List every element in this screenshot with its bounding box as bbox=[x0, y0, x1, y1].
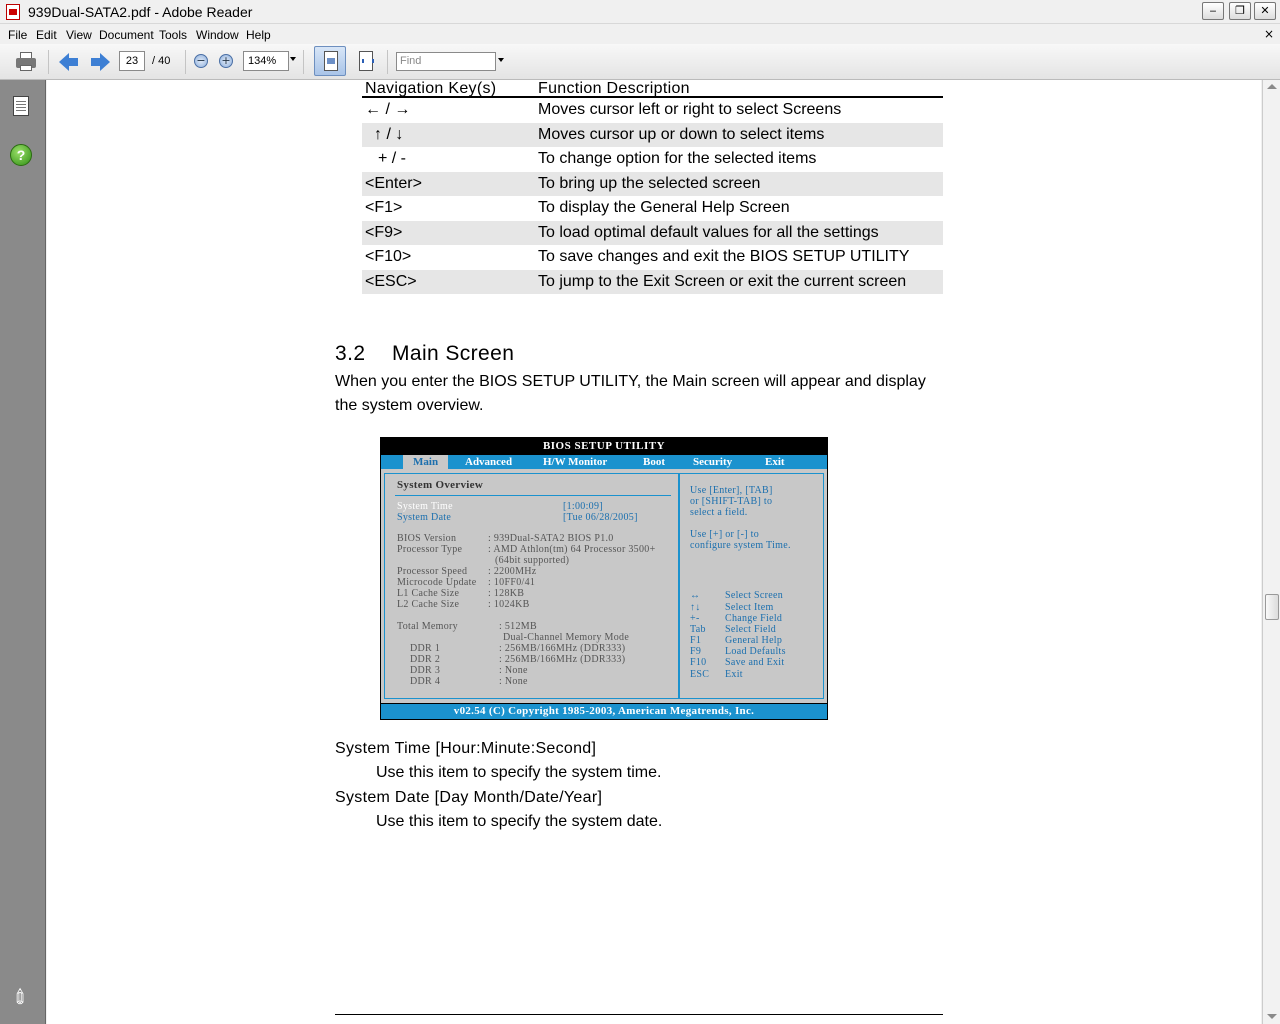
close-document-button[interactable]: × bbox=[1263, 27, 1274, 41]
bios-memory-label: DDR 3 bbox=[410, 665, 441, 676]
zoom-in-icon[interactable]: + bbox=[219, 54, 233, 68]
table-row bbox=[362, 270, 943, 295]
pdf-file-icon bbox=[6, 4, 20, 20]
bios-info-label: BIOS Version bbox=[397, 533, 457, 544]
navigation-pane bbox=[0, 80, 46, 1024]
table-row bbox=[362, 196, 943, 221]
minimize-button[interactable]: ‒ bbox=[1202, 2, 1224, 20]
toolbar-separator bbox=[303, 50, 304, 74]
bios-memory-label: Total Memory bbox=[397, 621, 458, 632]
attachments-icon[interactable]: ✐ bbox=[6, 982, 36, 1012]
table-row bbox=[362, 123, 943, 148]
navigation-keys-table bbox=[362, 80, 943, 294]
page-number-input[interactable]: 23 bbox=[119, 51, 145, 71]
document-view bbox=[47, 80, 1261, 1024]
bios-tab-advanced: Advanced bbox=[465, 456, 513, 468]
bios-help-line: Use [Enter], [TAB] bbox=[690, 485, 773, 496]
zoom-level-input[interactable]: 134% bbox=[243, 51, 289, 71]
bios-key: ↔ bbox=[690, 590, 701, 601]
nav-description: To display the General Help Screen bbox=[538, 199, 790, 216]
nav-description: To save changes and exit the BIOS SETUP UTILITY bbox=[538, 248, 910, 265]
next-page-icon[interactable] bbox=[90, 53, 110, 71]
bios-memory-value: : None bbox=[499, 665, 528, 676]
bios-overview-title: System Overview bbox=[397, 479, 484, 491]
bios-key-description: General Help bbox=[725, 635, 783, 646]
bios-help-line: configure system Time. bbox=[690, 540, 791, 551]
bios-info-label: Processor Speed bbox=[397, 566, 468, 577]
window-title: 939Dual-SATA2.pdf - Adobe Reader bbox=[28, 4, 253, 20]
column-header-description: Function Description bbox=[538, 80, 690, 97]
nav-description: To bring up the selected screen bbox=[538, 174, 761, 192]
bios-memory-value: : None bbox=[499, 676, 528, 687]
bios-info-value: : 10FF0/41 bbox=[488, 577, 536, 588]
bios-key-description: Change Field bbox=[725, 613, 783, 624]
bios-help-line: Use [+] or [-] to bbox=[690, 529, 760, 540]
bios-tab-boot: Boot bbox=[643, 456, 665, 468]
nav-key: <ESC> bbox=[365, 272, 417, 290]
bios-info-label: Microcode Update bbox=[397, 577, 477, 588]
item-title: System Date [Day Month/Date/Year] bbox=[335, 789, 603, 806]
scroll-thumb[interactable] bbox=[1265, 594, 1279, 620]
nav-key: ↑ / ↓ bbox=[374, 125, 404, 143]
bios-memory-value: : 256MB/166MHz (DDR333) bbox=[499, 654, 626, 665]
bios-memory-value: : 256MB/166MHz (DDR333) bbox=[499, 643, 626, 654]
bios-tab-main: Main bbox=[403, 455, 448, 469]
table-row bbox=[362, 172, 943, 197]
menu-document[interactable]: Document bbox=[99, 28, 154, 42]
bios-screenshot bbox=[380, 437, 828, 720]
bios-tab-exit: Exit bbox=[765, 456, 785, 468]
find-input[interactable]: Find bbox=[396, 52, 496, 71]
toolbar bbox=[0, 44, 1280, 80]
bios-key: F9 bbox=[690, 646, 702, 657]
bios-key-description: Select Screen bbox=[725, 590, 784, 601]
menu-help[interactable]: Help bbox=[246, 28, 271, 42]
section-paragraph-line: When you enter the BIOS SETUP UTILITY, the Main screen will appear and display bbox=[335, 373, 926, 390]
nav-description: Moves cursor up or down to select items bbox=[538, 125, 825, 143]
bios-key: ESC bbox=[690, 669, 710, 680]
help-icon[interactable]: ? bbox=[10, 144, 32, 166]
bios-divider bbox=[395, 495, 671, 496]
table-row bbox=[362, 221, 943, 246]
nav-description: To jump to the Exit Screen or exit the current screen bbox=[538, 272, 907, 290]
bios-time-label: System Time bbox=[397, 501, 453, 512]
vertical-scrollbar[interactable] bbox=[1262, 80, 1280, 1024]
bios-date-value: [Tue 06/28/2005] bbox=[563, 512, 638, 523]
bios-info-value: : 939Dual-SATA2 BIOS P1.0 bbox=[488, 533, 614, 544]
nav-description: To change option for the selected items bbox=[538, 150, 817, 167]
zoom-dropdown-icon[interactable] bbox=[290, 57, 296, 61]
previous-page-icon[interactable] bbox=[59, 53, 79, 71]
bios-key: +- bbox=[690, 613, 700, 624]
bios-memory-label: DDR 4 bbox=[410, 676, 441, 687]
bios-footer: v02.54 (C) Copyright 1985-2003, American Megatrends, Inc. bbox=[381, 704, 827, 719]
page-footer-rule bbox=[335, 1014, 943, 1015]
item-title: System Time [Hour:Minute:Second] bbox=[335, 740, 597, 757]
table-header bbox=[362, 80, 943, 98]
scroll-up-icon[interactable] bbox=[1267, 84, 1277, 89]
table-row bbox=[362, 245, 943, 270]
bios-key-description: Save and Exit bbox=[725, 657, 785, 668]
toolbar-separator bbox=[387, 50, 388, 74]
bios-info-label: L2 Cache Size bbox=[397, 599, 460, 610]
bios-key: Tab bbox=[690, 624, 706, 635]
nav-description: To load optimal default values for all the settings bbox=[538, 223, 879, 241]
print-icon[interactable] bbox=[14, 50, 38, 74]
nav-key: + / - bbox=[378, 150, 407, 167]
menu-file[interactable]: File bbox=[8, 28, 28, 42]
bios-main-panel bbox=[381, 469, 827, 703]
bios-info-label: Processor Type bbox=[397, 544, 463, 555]
section-title: Main Screen bbox=[392, 342, 515, 365]
page-total: / 40 bbox=[152, 55, 171, 67]
bios-key: ↑↓ bbox=[690, 602, 701, 613]
find-dropdown-icon[interactable] bbox=[498, 58, 504, 62]
nav-key: <F9> bbox=[365, 223, 403, 241]
bios-info-value: (64bit supported) bbox=[495, 555, 570, 566]
section-paragraph-line: the system overview. bbox=[335, 397, 484, 414]
item-description: Use this item to specify the system date. bbox=[376, 813, 663, 830]
menu-tools[interactable]: Tools bbox=[159, 28, 188, 42]
fit-page-icon[interactable] bbox=[314, 46, 346, 76]
menu-bar bbox=[0, 24, 1280, 44]
menu-window[interactable]: Window bbox=[196, 28, 239, 42]
bios-tab-bar bbox=[381, 455, 827, 469]
bios-info-label: L1 Cache Size bbox=[397, 588, 460, 599]
nav-description: Moves cursor left or right to select Screens bbox=[538, 101, 842, 118]
nav-key: <F1> bbox=[365, 199, 403, 216]
bios-key: F10 bbox=[690, 657, 707, 668]
table-row bbox=[362, 147, 943, 172]
toolbar-separator bbox=[185, 50, 186, 74]
bios-key-description: Exit bbox=[725, 669, 743, 680]
bios-help-line: or [SHIFT-TAB] to bbox=[690, 496, 773, 507]
bios-info-value: : 1024KB bbox=[488, 599, 530, 610]
bios-help-line: select a field. bbox=[690, 507, 748, 518]
bios-tab-hw-monitor: H/W Monitor bbox=[543, 456, 608, 468]
scroll-down-icon[interactable] bbox=[1267, 1014, 1277, 1019]
toolbar-separator bbox=[48, 50, 49, 74]
bios-tab-security: Security bbox=[693, 456, 733, 468]
bios-memory-label: DDR 2 bbox=[410, 654, 441, 665]
close-button[interactable]: ✕ bbox=[1254, 2, 1276, 20]
bios-memory-value: : 512MB bbox=[499, 621, 537, 632]
menu-view[interactable]: View bbox=[66, 28, 92, 42]
restore-button[interactable]: ❐ bbox=[1229, 2, 1251, 20]
pages-panel-icon[interactable] bbox=[13, 96, 29, 116]
nav-key: <Enter> bbox=[365, 174, 422, 192]
bios-key-description: Select Field bbox=[725, 624, 777, 635]
bios-time-value: [1:00:09] bbox=[563, 501, 603, 512]
fit-width-icon[interactable] bbox=[356, 50, 376, 72]
nav-key: ← / → bbox=[365, 101, 411, 118]
bios-memory-label: DDR 1 bbox=[410, 643, 441, 654]
bios-memory-value: Dual-Channel Memory Mode bbox=[503, 632, 630, 643]
bios-info-value: : AMD Athlon(tm) 64 Processor 3500+ bbox=[488, 544, 656, 555]
item-description: Use this item to specify the system time. bbox=[376, 764, 662, 781]
section-number: 3.2 bbox=[335, 342, 366, 365]
bios-title: BIOS SETUP UTILITY bbox=[542, 440, 666, 452]
bios-key-description: Select Item bbox=[725, 602, 774, 613]
menu-edit[interactable]: Edit bbox=[36, 28, 57, 42]
zoom-out-icon[interactable]: − bbox=[194, 54, 208, 68]
bios-key: F1 bbox=[690, 635, 702, 646]
nav-key: <F10> bbox=[365, 248, 412, 265]
bios-info-value: : 2200MHz bbox=[488, 566, 537, 577]
bios-info-value: : 128KB bbox=[488, 588, 525, 599]
bios-key-description: Load Defaults bbox=[725, 646, 786, 657]
column-header-keys: Navigation Key(s) bbox=[365, 80, 497, 97]
bios-date-label: System Date bbox=[397, 512, 452, 523]
title-bar bbox=[0, 0, 1280, 24]
table-row bbox=[362, 98, 943, 123]
